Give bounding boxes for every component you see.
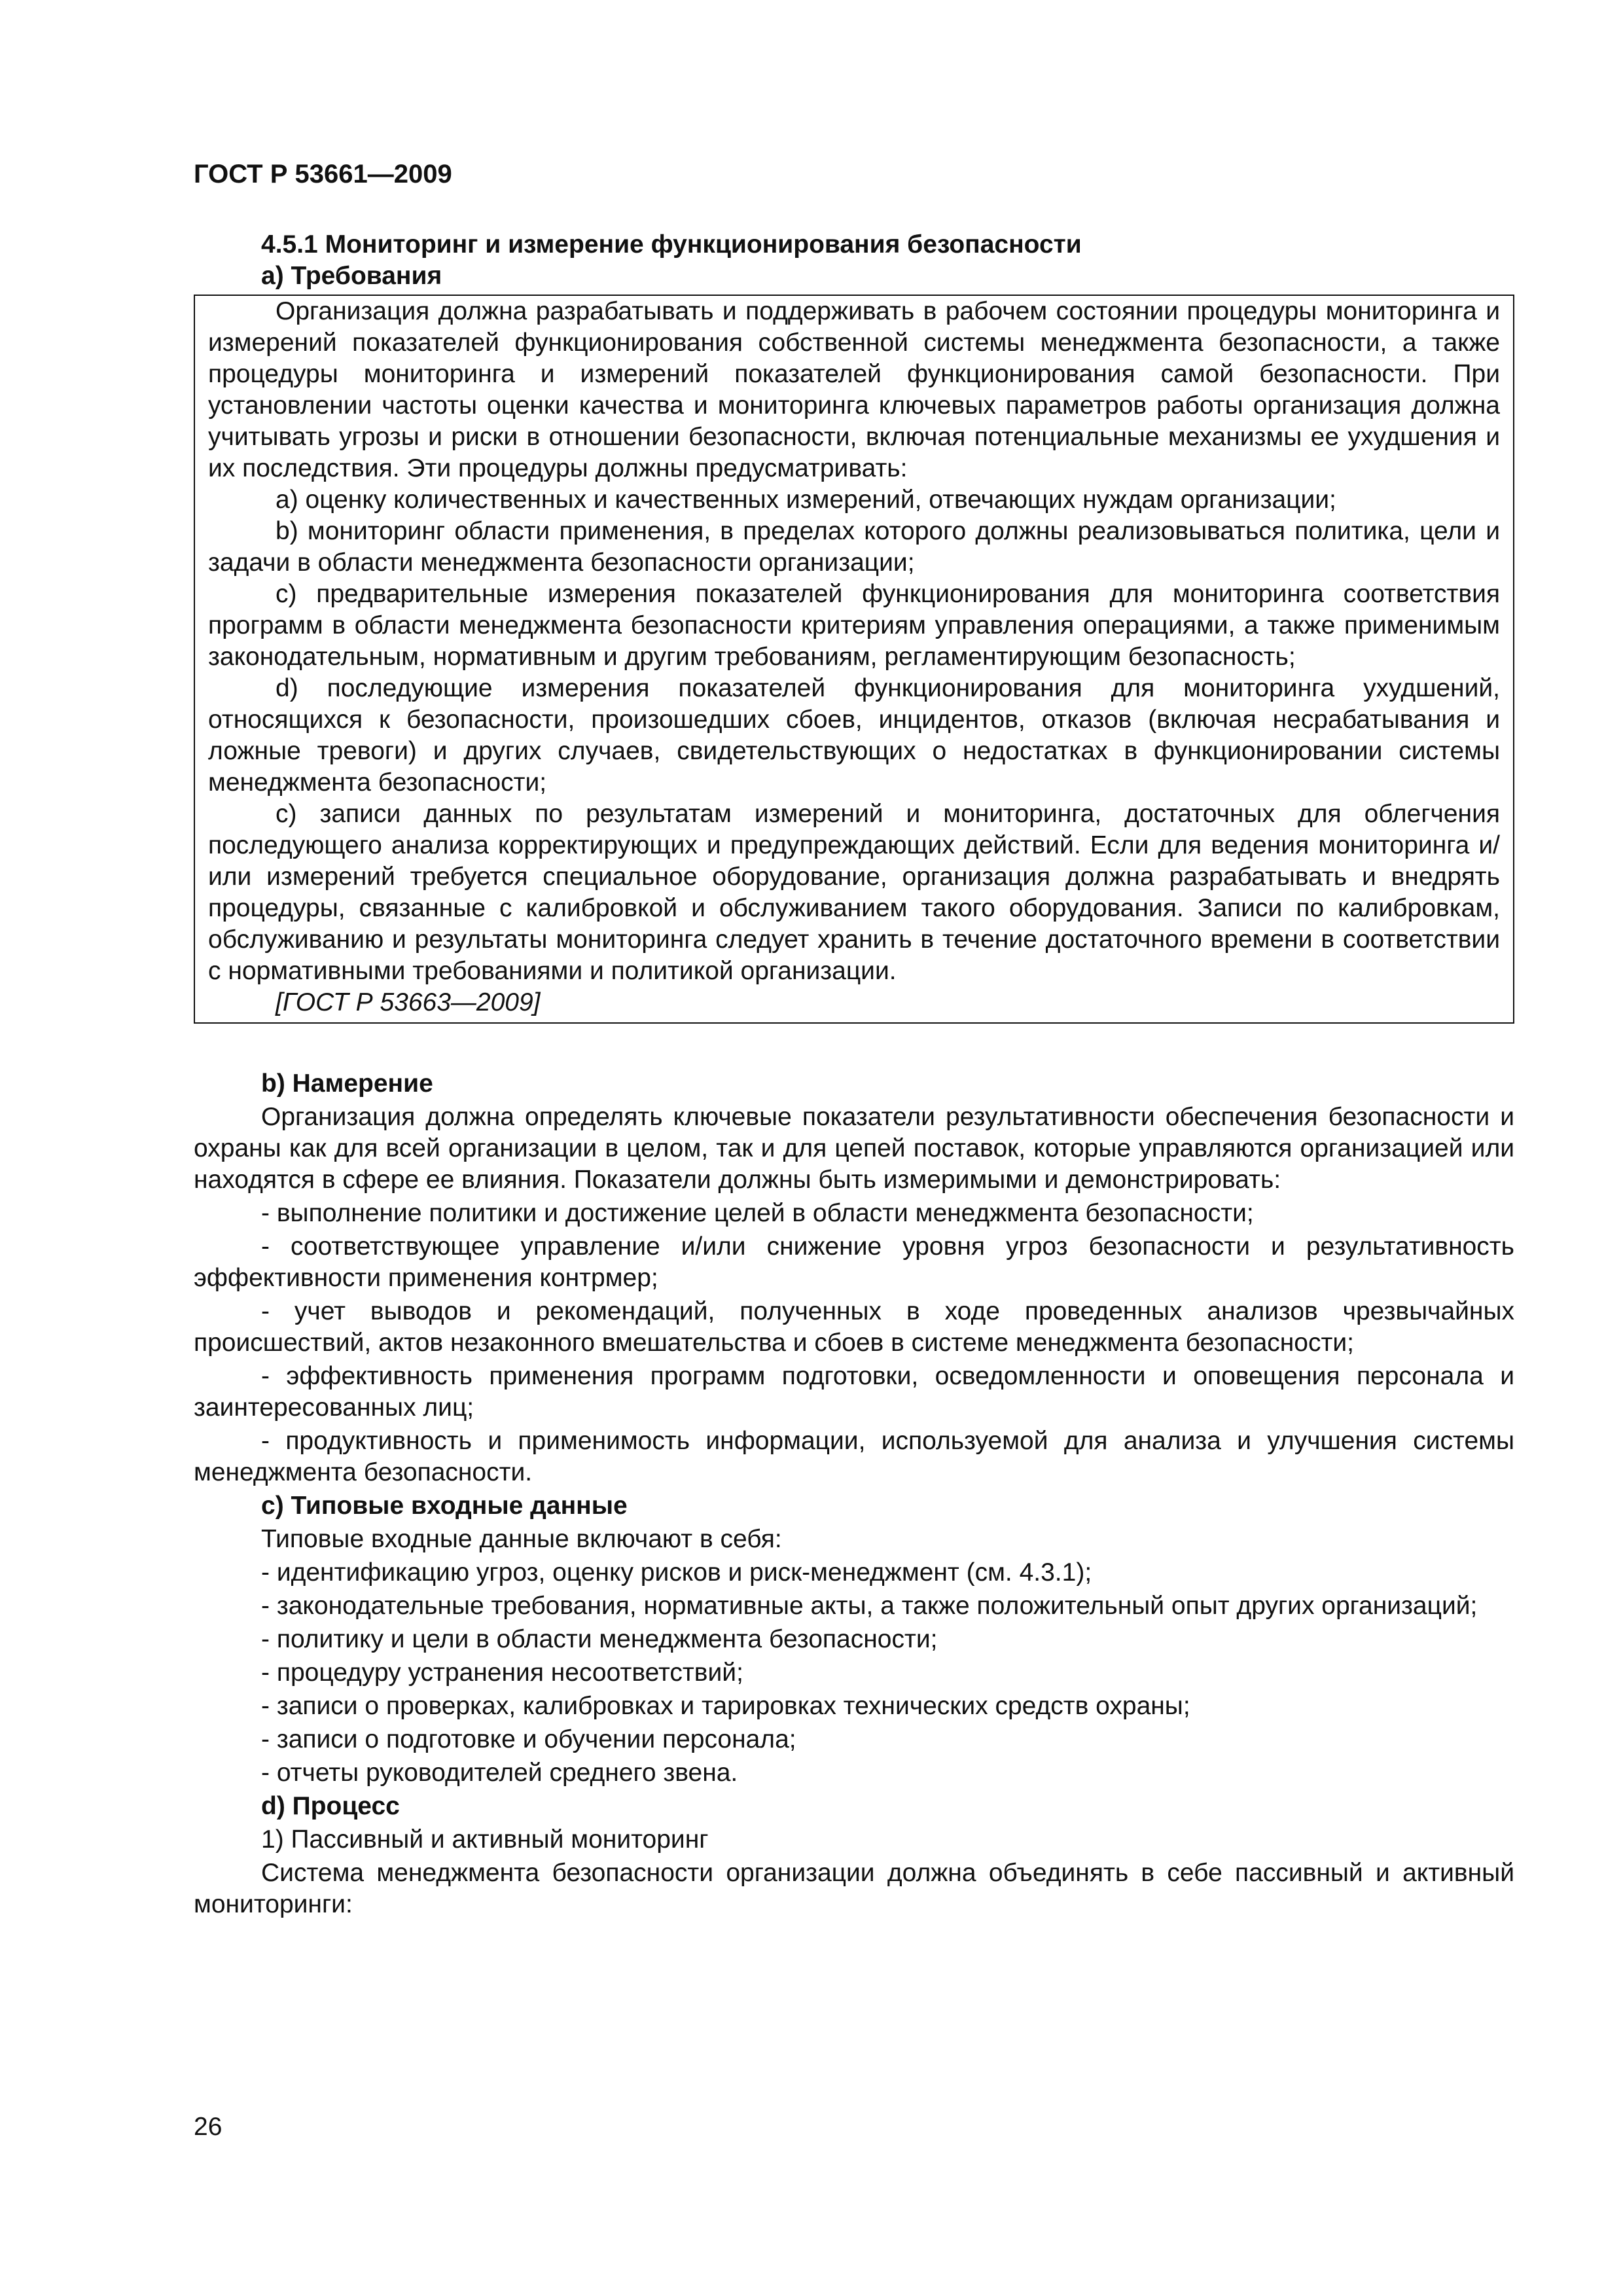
- list-item: - соответствующее управление и/или снижение уровня угроз безопасности и результативность эффективности применения контрмер;: [194, 1232, 1514, 1292]
- list-item: - записи о подготовке и обучении персонала;: [261, 1725, 796, 1753]
- subsection-a-heading: а) Требования: [261, 262, 442, 290]
- list-item: - отчеты руководителей среднего звена.: [261, 1759, 738, 1787]
- list-item: - эффективность применения программ подготовки, осведомленности и оповещения персонала и заинтересованных лиц;: [194, 1362, 1514, 1422]
- page-number: 26: [194, 2113, 223, 2141]
- list-item: - учет выводов и рекомендаций, полученных в ходе проведенных анализов чрезвычайных происшествий, актов незаконного вмешательства и сбоев в системе менеджмента безопасности;: [194, 1297, 1514, 1357]
- process-paragraph: Система менеджмента безопасности организации должна объединять в себе пассивный и активный мониторинги:: [194, 1859, 1514, 1918]
- subsection-b-heading: b) Намерение: [261, 1069, 433, 1098]
- list-item: - идентификацию угроз, оценку рисков и риск-менеджмент (см. 4.3.1);: [261, 1558, 1092, 1587]
- requirements-item-d: d) последующие измерения показателей функционирования для мониторинга ухудшений, относящихся к безопасности, произошедших сбоев, инцидентов, отказов (включая несрабатывания и ложные тревоги) и других случаев, свидетельствующих о недостатках в функционировании системы менеджмента безопасности;: [208, 674, 1500, 797]
- requirements-paragraph: Организация должна разрабатывать и поддерживать в рабочем состоянии процедуры мониторинга и измерений показателей функционирования собственной системы менеджмента безопасности, а также процедуры мониторинга и измерений показателей функционирования самой безопасности. При установлении частоты оценки качества и мониторинга ключевых параметров работы организация должна учитывать угрозы и риски в отношении безопасности, включая потенциальные механизмы ее ухудшения и их последствия. Эти процедуры должны предусматривать:: [208, 297, 1500, 482]
- section-title: 4.5.1 Мониторинг и измерение функционирования безопасности: [261, 230, 1082, 259]
- requirements-item-e: с) записи данных по результатам измерений и мониторинга, достаточных для облегчения последующего анализа корректирующих и предупреждающих действий. Если для ведения мониторинга и/или измерений требуется специальное оборудование, организация должна разрабатывать и внедрять процедуры, связанные с калибровкой и обслуживанием такого оборудования. Записи по калибровкам, обслуживанию и результаты мониторинга следует хранить в течение достаточного времени в соответствии с нормативными требованиями и политикой организации.: [208, 800, 1500, 985]
- intent-paragraph: Организация должна определять ключевые показатели результативности обеспечения безопасности и охраны как для всей организации в целом, так и для цепей поставок, которые управляются организацией или находятся в сфере ее влияния. Показатели должны быть измеримыми и демонстрировать:: [194, 1103, 1514, 1194]
- requirements-box: [194, 295, 1514, 1024]
- list-item: - записи о проверках, калибровках и тарировках технических средств охраны;: [261, 1692, 1190, 1720]
- list-item: - законодательные требования, нормативные акты, а также положительный опыт других организаций;: [261, 1592, 1478, 1620]
- document-header: ГОСТ Р 53661—2009: [194, 160, 452, 188]
- list-item: - процедуру устранения несоответствий;: [261, 1659, 743, 1687]
- subsection-c-heading: с) Типовые входные данные: [261, 1492, 628, 1520]
- requirements-item-c: с) предварительные измерения показателей функционирования для мониторинга соответствия программ в области менеджмента безопасности критериям управления операциями, а также применимым законодательным, нормативным и другим требованиям, регламентирующим безопасность;: [208, 580, 1500, 671]
- requirements-item-a: а) оценку количественных и качественных измерений, отвечающих нуждам организации;: [276, 486, 1336, 514]
- list-item: - продуктивность и применимость информации, используемой для анализа и улучшения системы менеджмента безопасности.: [194, 1427, 1514, 1486]
- process-subheading: 1) Пассивный и активный мониторинг: [261, 1825, 709, 1854]
- inputs-intro: Типовые входные данные включают в себя:: [261, 1525, 782, 1553]
- page-content: [194, 229, 1514, 1922]
- list-item: - политику и цели в области менеджмента безопасности;: [261, 1625, 938, 1653]
- list-item: - выполнение политики и достижение целей в области менеджмента безопасности;: [261, 1199, 1254, 1227]
- body-text: [194, 1068, 1514, 1920]
- requirements-reference: [ГОСТ Р 53663—2009]: [276, 988, 541, 1016]
- subsection-d-heading: d) Процесс: [261, 1792, 400, 1820]
- requirements-item-b: b) мониторинг области применения, в пределах которого должны реализовываться политика, цели и задачи в области менеджмента безопасности организации;: [208, 517, 1500, 577]
